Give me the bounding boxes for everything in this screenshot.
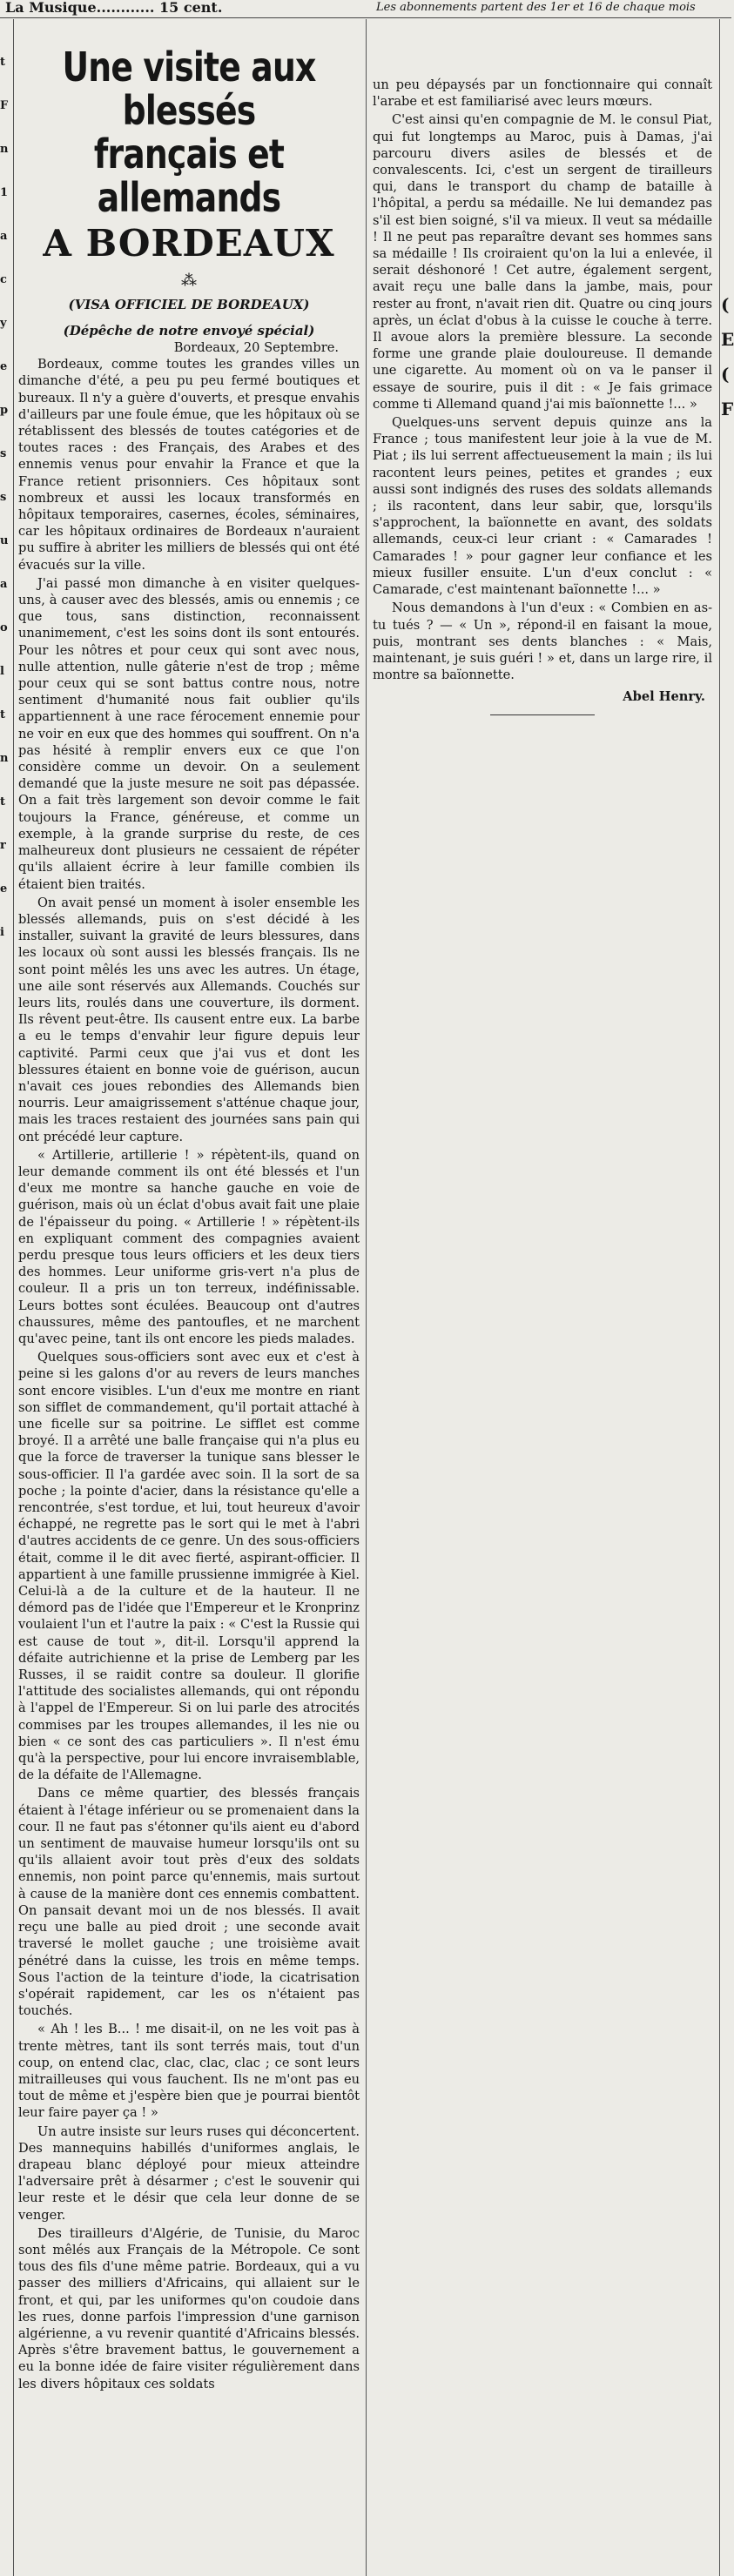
edge-fragment: i bbox=[0, 926, 4, 939]
dispatch-note: (Dépêche de notre envoyé spécial) bbox=[63, 323, 315, 339]
edge-fragment: s bbox=[0, 447, 7, 460]
article-body-col1 bbox=[18, 356, 360, 2392]
edge-fragment: ( bbox=[721, 294, 730, 315]
edge-fragment: y bbox=[0, 317, 7, 330]
column-rule-middle bbox=[366, 19, 367, 2576]
edge-fragment: ( bbox=[721, 364, 730, 385]
edge-fragment: n bbox=[0, 752, 9, 765]
paragraph: un peu dépaysés par un fonctionnaire qui connaît l'arabe et est familiarisé avec leurs mœurs. bbox=[373, 77, 712, 110]
article-subheadline: A BORDEAUX bbox=[43, 222, 335, 265]
paragraph: Quelques-uns servent depuis quinze ans la France ; tous manifestent leur joie à la vue de M. Piat ; ils lui serrent affectueusement la main ; ils lui racontent leurs peines, petites et grandes ; eux aussi sont indignés des ruses des soldats allemands ; ils racontent, dans leur sabir, que, lorsqu'ils s'approchent, la baïonnette en avant, des soldats allemands, ceux-ci leur criant : « Camarades ! Camarades ! » pour gagner leur confiance et les mieux fusiller ensuite. L'un d'eux conclut : « Camarade, c'est maintenant baïonnette !... » bbox=[373, 415, 712, 598]
edge-fragment: l bbox=[0, 665, 4, 678]
edge-fragment: r bbox=[0, 839, 6, 852]
paragraph: On avait pensé un moment à isoler ensemble les blessés allemands, puis on s'est décidé à les installer, suivant la gravité de leurs blessures, dans les locaux où sont aussi les blessés français. Ils ne sont point mêlés les uns avec les autres. Un étage, une aile sont réservés aux Allemands. Couchés sur leurs lits, roulés dans une couverture, ils dorment. Ils rêvent peut-être. Ils causent entre eux. La barbe a eu le temps d'envahir leur figure depuis leur captivité. Parmi ceux que j'ai vus et dont les blessures étaient en bonne voie de guérison, aucun n'avait ces joues rebondies des Allemands bien nourris. Leur amaigrissement s'atténue chaque jour, mais les traces restaient des journées sans pain qui ont précédé leur capture. bbox=[18, 895, 360, 1144]
edge-fragment: F bbox=[721, 399, 734, 419]
end-rule bbox=[490, 714, 595, 715]
paragraph: J'ai passé mon dimanche à en visiter quelques-uns, à causer avec des blessés, amis ou ennemis ; ce que tous, sans distinction, reconnaissent unanimement, c'est les soins dont ils sont entourés. Pour les nôtres et pour ceux qui sont avec nous, nulle attention, nulle gâterie n'est de trop ; même pour ceux qui se sont battus contre nous, notre sentiment d'humanité nous fait oublier qu'ils appartiennent à une race férocement ennemie pour ne voir en eux que des hommes qui souffrent. On n'a pas hésité à remplir envers eux ce que l'on considère comme un devoir. On a seulement demandé que la juste mesure ne soit pas dépassée. On a fait très largement son devoir comme le fait toujours la France, généreuse, et comme un exemple, à la grande surprise du reste, de ces malheureux dont plusieurs ne cessaient de répéter qu'ils allaient écrire à leur famille combien ils étaient bien traités. bbox=[18, 575, 360, 892]
paragraph: Des tirailleurs d'Algérie, de Tunisie, du Maroc sont mêlés aux Français de la Métropole. Ce sont tous des fils d'une même patrie. Bordeaux, qui a vu passer des milliers d'Africains, qui allaient sur le front, et qui, par les uniformes qu'on coudoie dans les rues, donne parfois l'impression d'une garnison algérienne, a vu revenir quantité d'Africains blessés. Après s'être bravement battus, le gouvernement a eu la bonne idée de faire visiter régulièrement dans les divers hôpitaux ces soldats bbox=[18, 2225, 360, 2392]
ornament-asterism: ⁂ bbox=[181, 272, 197, 290]
edge-fragment: e bbox=[0, 882, 8, 896]
edge-fragment: n bbox=[0, 143, 9, 156]
article-column-1 bbox=[18, 21, 360, 2576]
dateline: Bordeaux, 20 Septembre. bbox=[173, 340, 339, 355]
censorship-visa: (VISA OFFICIEL DE BORDEAUX) bbox=[68, 297, 310, 312]
column-rule-left bbox=[13, 19, 14, 2576]
subscription-note: Les abonnements partent des 1er et 16 de chaque mois bbox=[376, 1, 696, 14]
edge-fragment: 1 bbox=[0, 186, 9, 199]
edge-fragment: E bbox=[721, 329, 734, 350]
masthead-strip bbox=[0, 0, 731, 18]
article-column-2 bbox=[373, 77, 712, 2576]
edge-fragment: p bbox=[0, 404, 9, 417]
paragraph: « Artillerie, artillerie ! » répètent-ils, quand on leur demande comment ils ont été blessés et l'un d'eux me montre sa hanche gauche en voie de guérison, mais où un éclat d'obus avait fait une plaie de l'épaisseur du poing. « Artillerie ! » répètent-ils en expliquant comment des compagnies avaient perdu presque tous leurs officiers et les deux tiers des hommes. Leur uniforme gris-vert n'a plus de couleur. Il a pris un ton terreux, indéfinissable. Leurs bottes sont éculées. Beaucoup ont d'autres chaussures, même des pantoufles, et ne marchent qu'avec peine, tant ils ont encore les pieds malades. bbox=[18, 1147, 360, 1346]
article-headline: Une visite aux blessés français et allemands bbox=[62, 44, 316, 221]
paragraph: « Ah ! les B... ! me disait-il, on ne les voit pas à trente mètres, tant ils sont terrés mais, tout d'un coup, on entend clac, clac, clac, clac ; ce sont leurs mitrailleuses qui vous fauchent. Ils ne m'ont pas eu tout de même et j'espère bien que je pourrai bientôt leur faire payer ça ! » bbox=[18, 2022, 360, 2121]
edge-fragment: e bbox=[0, 360, 8, 373]
author-signature: Abel Henry. bbox=[623, 689, 705, 705]
column-rule-right bbox=[719, 19, 720, 2576]
adjacent-column-fragment-right bbox=[721, 287, 734, 426]
edge-fragment: a bbox=[0, 578, 8, 591]
edge-fragment: a bbox=[0, 230, 8, 243]
paragraph: Dans ce même quartier, des blessés français étaient à l'étage inférieur ou se promenaient dans la cour. Il ne faut pas s'étonner qu'ils aient eu d'abord un sentiment de mauvaise humeur lorsqu'ils ont su qu'ils allaient avoir tout près d'eux des soldats ennemis, non point parce qu'ennemis, mais surtout à cause de la manière dont ces ennemis combattent. On pansait devant moi un de nos blessés. Il avait reçu une balle au pied droit ; une seconde avait traversé le mollet gauche ; une troisième avait pénétré dans la cuisse, les trois en même temps. Sous l'action de la teinture d'iode, la cicatrisation s'opérait rapidement, car les os n'étaient pas touchés. bbox=[18, 1786, 360, 2019]
paragraph: Bordeaux, comme toutes les grandes villes un dimanche d'été, a peu pu peu fermé boutiques et bureaux. Il n'y a guère d'ouverts, et presque envahis d'ailleurs par une foule émue, que les hôpitaux où se rétablissent des blessés de toutes catégories et de toutes races : des Français, des Arabes et des ennemis venus pour envahir la France et que la France retient prisonniers. Ces hôpitaux sont nombreux et aussi les locaux transformés en hôpitaux temporaires, casernes, écoles, séminaires, car les hôpitaux ordinaires de Bordeaux n'auraient pu suffire à abriter les milliers de blessés qui ont été évacués sur la ville. bbox=[18, 357, 360, 573]
adjacent-column-fragment-left bbox=[0, 52, 12, 2576]
edge-fragment: t bbox=[0, 795, 6, 808]
price-line: La Musique............ 15 cent. bbox=[5, 0, 223, 16]
paragraph: Un autre insiste sur leurs ruses qui déconcertent. Des mannequins habillés d'uniformes anglais, le drapeau blanc déployé pour mieux atteindre l'adversaire prêt à désarmer ; c'est le souvenir qui leur reste et le désir que cela leur donne de se venger. bbox=[18, 2123, 360, 2223]
edge-fragment: c bbox=[0, 273, 7, 286]
edge-fragment: t bbox=[0, 708, 6, 721]
edge-fragment: t bbox=[0, 56, 6, 69]
paragraph: Quelques sous-officiers sont avec eux et c'est à peine si les galons d'or au revers de leurs manches sont encore visibles. L'un d'eux me montre en riant son sifflet de commandement, qu'il portait attaché à une ficelle sur sa poitrine. Le sifflet est comme broyé. Il a arrêté une balle française qui n'a plus eu que la force de traverser la tunique sans blesser le sous-officier. Il l'a gardée avec soin. Il la sort de sa poche ; la pointe d'acier, dans la résistance qu'elle a rencontrée, s'est tordue, et lui, tout heureux d'avoir échappé, ne regrette pas le sort qui le met à l'abri d'autres accidents de ce genre. Un des sous-officiers était, comme il le dit avec fierté, aspirant-officier. Il appartient à une famille prussienne immigrée à Kiel. Celui-là a de la culture et de la hauteur. Il ne démord pas de l'idée que l'Empereur et le Kronprinz voulaient l'un et l'autre la paix : « C'est la Russie qui est cause de tout », dit-il. Lorsqu'il apprend la défaite autrichienne et la prise de Lemberg par les Russes, il se raidit contre sa douleur. Il glorifie l'attitude des socialistes allemands, qui ont répondu à l'appel de l'Empereur. Si on lui parle des atrocités commises par les troupes allemandes, il les nie ou bien « ce sont des cas particuliers ». Il n'est ému qu'à la perspective, pour lui encore invraisemblable, de la défaite de l'Allemagne. bbox=[18, 1350, 360, 1783]
article-body-col2 bbox=[373, 77, 712, 683]
edge-fragment: u bbox=[0, 534, 9, 547]
edge-fragment: o bbox=[0, 621, 8, 634]
paragraph: C'est ainsi qu'en compagnie de M. le consul Piat, qui fut longtemps au Maroc, puis à Damas, j'ai parcouru divers asiles de blessés et de convalescents. Ici, c'est un sergent de tirailleurs qui, dans le transport du champ de bataille à l'hôpital, a perdu sa médaille. Ne lui demandez pas s'il est bien soigné, s'il va mieux. Il veut sa médaille ! Il ne peut pas reparaître devant ses hommes sans sa médaille ! Ils croiraient qu'on la lui a enlevée, il serait déshonoré ! Cet autre, également sergent, avait reçu une balle dans la jambe, mais, pour rester au front, n'avait rien dit. Quatre ou cinq jours après, un éclat d'obus à la cuisse le couche à terre. Il avoue alors la première blessure. La seconde forme une grande plaie douloureuse. Il demande une cigarette. Au moment où on va le panser il essaye de sourire, puis il dit : « Je fais grimace comme ti Allemand quand j'ai mis baïonnette !... » bbox=[373, 112, 712, 412]
edge-fragment: s bbox=[0, 491, 7, 504]
edge-fragment: F bbox=[0, 99, 9, 112]
paragraph: Nous demandons à l'un d'eux : « Combien en as-tu tués ? — « Un », répond-il en faisant la moue, puis, montrant ses dents blanches : « Mais, maintenant, je suis guéri ! » et, dans un large rire, il montre sa baïonnette. bbox=[373, 600, 712, 683]
